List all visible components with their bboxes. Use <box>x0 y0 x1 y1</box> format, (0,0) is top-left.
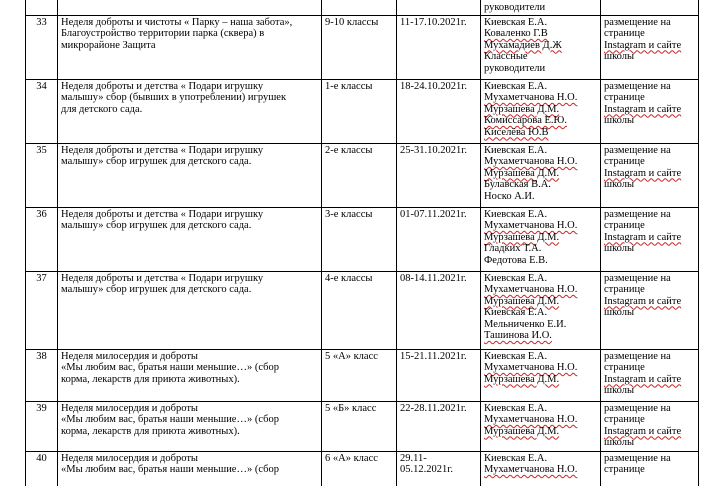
responsible-line: Мухаметчанова Н.О. <box>484 220 578 231</box>
event-line: Неделя милосердия и доброты <box>61 452 198 464</box>
row-number: 36 <box>36 208 47 220</box>
placement-line: размещение на <box>604 208 671 220</box>
event-line: Неделя доброты и детства « Подари игрушку <box>61 208 264 220</box>
row-number: 35 <box>36 144 47 156</box>
cell-num <box>26 401 58 451</box>
placement-line: школы <box>604 115 635 126</box>
placement-line: странице <box>604 284 645 295</box>
table-row <box>26 401 699 451</box>
placement-line: школы <box>604 51 635 62</box>
table-row <box>26 451 699 486</box>
placement-line: размещение на <box>604 144 671 156</box>
responsible-line: Мухаметчанова Н.О. <box>484 362 578 373</box>
placement-line: школы <box>604 179 635 190</box>
placement-line: Instagram и сайте <box>604 425 682 437</box>
classes-text: 6 «А» класс <box>325 452 378 464</box>
responsible-line: Мурзашева Д.М. <box>484 425 560 437</box>
placement-line: Instagram и сайте <box>604 295 682 307</box>
event-line: Неделя доброты и детства « Подари игрушку <box>61 272 264 284</box>
event-line: Неделя милосердия и доброты <box>61 350 198 362</box>
responsible-line: Классные <box>484 51 528 62</box>
placement-line: размещение на <box>604 80 671 92</box>
placement-line: странице <box>604 28 645 39</box>
cell-classes <box>322 271 397 349</box>
cell-event <box>58 349 322 401</box>
table-row <box>26 207 699 271</box>
responsible-line: Коваленко Г.В <box>484 28 548 39</box>
cell-event <box>58 271 322 349</box>
classes-text: 4-е классы <box>325 272 373 284</box>
date-line: 25-31.10.2021г. <box>400 144 467 156</box>
row-number: 40 <box>36 452 47 464</box>
date-line: 29.11- <box>400 452 427 464</box>
event-line: «Мы любим вас, братья наши меньшие…» (сбор <box>61 414 279 425</box>
cell-placement <box>601 15 699 79</box>
placement-line: размещение на <box>604 402 671 414</box>
event-line: корма, лекарств для приюта животных). <box>61 373 240 385</box>
placement-line: Instagram и сайте <box>604 373 682 385</box>
responsible-line: Мурзашева Д.М. <box>484 295 560 307</box>
responsible-line: Мухаметчанова Н.О. <box>484 92 578 103</box>
event-line: Благоустройство территории парка (сквера) в <box>61 28 265 39</box>
cell-dates <box>397 143 481 207</box>
responsible-line: Киевская Е.А. <box>484 208 548 220</box>
row-number: 39 <box>36 402 47 414</box>
placement-line: размещение на <box>604 272 671 284</box>
placement-line: странице <box>604 362 645 373</box>
cell-placement <box>601 349 699 401</box>
responsible-line: Мурзашева Д.М. <box>484 103 560 115</box>
event-line: «Мы любим вас, братья наши меньшие…» (сбор <box>61 464 279 475</box>
placement-line: Instagram и сайте <box>604 167 682 179</box>
event-line: Неделя милосердия и доброты <box>61 402 198 414</box>
row-number: 33 <box>36 16 47 28</box>
responsible-line: Гладких Т.А. <box>484 243 542 254</box>
placement-line: странице <box>604 414 645 425</box>
cell-classes <box>322 15 397 79</box>
placement-line: школы <box>604 437 635 448</box>
cell-responsible <box>481 79 601 143</box>
date-line: 11-17.10.2021г. <box>400 16 467 28</box>
classes-text: 1-е классы <box>325 80 373 92</box>
cell-event <box>58 451 322 486</box>
cell-num <box>26 79 58 143</box>
table-row <box>26 79 699 143</box>
event-line: малышу» сбор игрушек для детского сада. <box>61 284 252 295</box>
responsible-line: Киевская Е.А. <box>484 307 548 318</box>
row-number: 34 <box>36 80 47 92</box>
cell-placement <box>601 451 699 486</box>
cell-placement <box>601 271 699 349</box>
placement-line: странице <box>604 156 645 167</box>
cell-num <box>26 271 58 349</box>
placement-line: Instagram и сайте <box>604 103 682 115</box>
cell-responsible <box>481 451 601 486</box>
event-line: Неделя доброты и детства « Подари игрушку <box>61 144 264 156</box>
placement-line: школы <box>604 307 635 318</box>
event-line: Неделя доброты и чистоты « Парку – наша забота», <box>61 16 293 28</box>
cell-responsible <box>481 0 601 15</box>
table-row <box>26 349 699 401</box>
placement-line: Instagram и сайте <box>604 231 682 243</box>
date-line: 01-07.11.2021г. <box>400 208 467 220</box>
cell-event <box>58 207 322 271</box>
placement-line: школы <box>604 385 635 396</box>
responsible-line: Киевская Е.А. <box>484 272 548 284</box>
table-row-fragment <box>26 0 699 15</box>
placement-line: странице <box>604 92 645 103</box>
placement-line: размещение на <box>604 350 671 362</box>
cell-num <box>26 0 58 15</box>
cell-classes <box>322 401 397 451</box>
cell-dates <box>397 271 481 349</box>
responsible-line: Мурзашева Д.М. <box>484 231 560 243</box>
placement-line: размещение на <box>604 16 671 28</box>
cell-responsible <box>481 271 601 349</box>
responsible-line: Киевская Е.А. <box>484 80 548 92</box>
cell-placement <box>601 401 699 451</box>
event-line: малышу» сбор игрушек для детского сада. <box>61 156 252 167</box>
cell-dates <box>397 401 481 451</box>
cell-classes <box>322 207 397 271</box>
cell-responsible <box>481 15 601 79</box>
cell-event <box>58 79 322 143</box>
responsible-line: Ташинова И.О. <box>484 330 552 341</box>
classes-text: 9-10 классы <box>325 16 379 28</box>
cell-event <box>58 401 322 451</box>
placement-line: странице <box>604 220 645 231</box>
cell-event <box>58 0 322 15</box>
event-line: для детского сада. <box>61 103 143 115</box>
cell-dates <box>397 79 481 143</box>
cell-placement <box>601 79 699 143</box>
responsible-line: Мурзашева Д.М. <box>484 167 560 179</box>
event-line: малышу» сбор игрушек для детского сада. <box>61 220 252 231</box>
date-line: 18-24.10.2021г. <box>400 80 467 92</box>
cell-classes <box>322 0 397 15</box>
cell-dates <box>397 451 481 486</box>
cell-classes <box>322 451 397 486</box>
cell-responsible <box>481 401 601 451</box>
responsible-line: Мухамадиев Д.Ж <box>484 39 562 51</box>
events-table <box>25 0 699 486</box>
date-line: 08-14.11.2021г. <box>400 272 467 284</box>
responsible-line: Мухаметчанова Н.О. <box>484 464 578 475</box>
cell-classes <box>322 349 397 401</box>
cell-classes <box>322 79 397 143</box>
cell-num <box>26 15 58 79</box>
cell-num <box>26 451 58 486</box>
classes-text: 5 «Б» класс <box>325 402 377 414</box>
cell-responsible <box>481 143 601 207</box>
cell-responsible <box>481 349 601 401</box>
cell-responsible <box>481 207 601 271</box>
event-line: малышу» сбор (бывших в употреблении) игрушек <box>61 92 287 103</box>
date-line: 15-21.11.2021г. <box>400 350 467 362</box>
events-table-body <box>26 0 699 486</box>
responsible-line: Федотова Е.В. <box>484 254 548 266</box>
cell-placement <box>601 207 699 271</box>
responsible-line: Мухаметчанова Н.О. <box>484 284 578 295</box>
row-number: 37 <box>36 272 47 284</box>
date-line: 22-28.11.2021г. <box>400 402 467 414</box>
responsible-line: Киевская Е.А. <box>484 350 548 362</box>
responsible-line: Булавская В.А. <box>484 179 551 190</box>
event-line: «Мы любим вас, братья наши меньшие…» (сбор <box>61 362 279 373</box>
responsible-line: руководители <box>484 2 546 13</box>
table-row <box>26 143 699 207</box>
placement-line: Instagram и сайте <box>604 39 682 51</box>
responsible-line: Киевская Е.А. <box>484 452 548 464</box>
classes-text: 3-е классы <box>325 208 373 220</box>
classes-text: 5 «А» класс <box>325 350 378 362</box>
placement-line: странице <box>604 464 645 475</box>
event-line: Неделя доброты и детства « Подари игрушку <box>61 80 264 92</box>
responsible-line: Комиссарова Е.Ю. <box>484 115 567 126</box>
responsible-line: руководители <box>484 62 546 74</box>
responsible-line: Мурзашева Д.М. <box>484 373 560 385</box>
cell-num <box>26 349 58 401</box>
event-line: микрорайоне Защита <box>61 39 156 51</box>
cell-classes <box>322 143 397 207</box>
date-line: 05.12.2021г. <box>400 464 453 475</box>
cell-num <box>26 207 58 271</box>
cell-dates <box>397 0 481 15</box>
responsible-line: Мухаметчанова Н.О. <box>484 156 578 167</box>
cell-num <box>26 143 58 207</box>
cell-dates <box>397 207 481 271</box>
cell-dates <box>397 15 481 79</box>
responsible-line: Киселёва Ю.В <box>484 126 549 138</box>
responsible-line: Носко А.И. <box>484 190 535 202</box>
table-row <box>26 15 699 79</box>
responsible-line: Киевская Е.А. <box>484 144 548 156</box>
responsible-line: Киевская Е.А. <box>484 402 548 414</box>
placement-line: размещение на <box>604 452 671 464</box>
responsible-line: Мухаметчанова Н.О. <box>484 414 578 425</box>
responsible-line: Мельниченко Е.И. <box>484 318 567 330</box>
responsible-line: Киевская Е.А. <box>484 16 548 28</box>
cell-placement <box>601 0 699 15</box>
event-line: корма, лекарств для приюта животных). <box>61 425 240 437</box>
row-number: 38 <box>36 350 47 362</box>
cell-event <box>58 143 322 207</box>
placement-line: школы <box>604 243 635 254</box>
classes-text: 2-е классы <box>325 144 373 156</box>
cell-event <box>58 15 322 79</box>
cell-placement <box>601 143 699 207</box>
table-row <box>26 271 699 349</box>
cell-dates <box>397 349 481 401</box>
